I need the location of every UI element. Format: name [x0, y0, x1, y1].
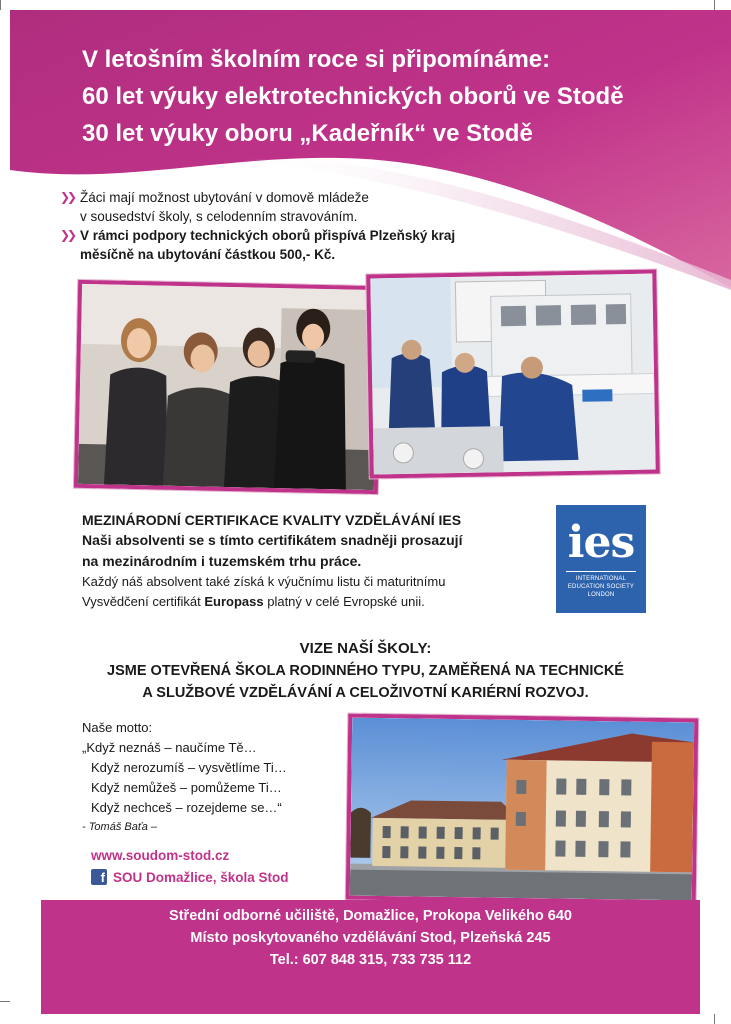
footer-phone: Tel.: 607 848 315, 733 735 112 — [269, 952, 472, 968]
footer-contact-bar — [41, 900, 700, 1014]
motto-author: - Tomáš Baťa – — [82, 821, 158, 833]
certification-text-line-1: Každý náš absolvent také získá k výučnímu listu či maturitnímu — [82, 574, 446, 589]
bullet-1-line-2: v sousedství školy, s celodenním stravováním. — [80, 209, 358, 224]
footer-line-2: Místo poskytovaného vzdělávání Stod, Plzeňská 245 — [190, 930, 551, 946]
ies-line-3: LONDON — [587, 592, 615, 598]
motto-line: „Když neznáš – naučíme Tě… — [82, 740, 257, 755]
certification-text-line-2: Vysvědčení certifikát Europass platný v celé Evropské unii. — [82, 594, 425, 609]
vision-section — [40, 638, 691, 704]
photo-school-building — [346, 714, 699, 905]
motto-line: Když nerozumíš – vysvětlíme Ti… — [91, 760, 287, 775]
bullet-2-line-1: V rámci podpory technických oborů přispívá Plzeňský kraj — [80, 228, 456, 243]
header-title — [82, 41, 624, 152]
certification-bold-line-1: Naši absolventi se s tímto certifikátem snadněji prosazují — [82, 532, 463, 548]
photo-hairdressing-students — [74, 280, 382, 494]
certification-section — [82, 510, 547, 612]
website-link[interactable]: www.soudom-stod.cz — [91, 848, 230, 863]
crop-mark — [0, 0, 1, 10]
bullet-2-line-2: měsíčně na ubytování částkou 500,- Kč. — [80, 247, 336, 262]
motto-section — [82, 718, 287, 836]
motto-line: Když nemůžeš – pomůžeme Ti… — [91, 780, 282, 795]
facebook-label: SOU Domažlice, škola Stod — [113, 869, 289, 885]
double-chevron-icon: ❯❯ — [60, 190, 75, 204]
info-bullets — [60, 188, 490, 264]
certification-heading: MEZINÁRODNÍ CERTIFIKACE KVALITY VZDĚLÁVÁNÍ IES — [82, 512, 462, 528]
header-line-2: 60 let výuky elektrotechnických oborů ve Stodě — [82, 83, 624, 110]
ies-logo — [556, 505, 646, 613]
vision-title: VIZE NAŠÍ ŠKOLY: — [299, 640, 432, 657]
motto-line: Když nechceš – rozejdeme se…“ — [91, 800, 282, 815]
crop-mark — [0, 1001, 10, 1002]
motto-label: Naše motto: — [82, 720, 153, 735]
photo-electro-lab — [366, 269, 660, 478]
crop-mark — [714, 1014, 715, 1024]
header-line-3: 30 let výuky oboru „Kadeřník“ ve Stodě — [82, 120, 533, 147]
facebook-link[interactable] — [91, 869, 289, 885]
header-line-1: V letošním školním roce si připomínáme: — [82, 46, 551, 73]
ies-line-1: INTERNATIONAL — [575, 576, 627, 582]
ies-divider — [566, 571, 636, 572]
bullet-item — [60, 226, 490, 264]
crop-mark — [714, 0, 715, 10]
europass-label: Europass — [204, 594, 264, 609]
double-chevron-icon: ❯❯ — [60, 228, 75, 242]
ies-mark: ies — [567, 517, 635, 568]
facebook-icon: f — [91, 869, 107, 885]
ies-line-2: EDUCATION SOCIETY — [567, 584, 635, 590]
certification-bold-line-2: na mezinárodním i tuzemském trhu práce. — [82, 553, 362, 569]
vision-line-2: A SLUŽBOVÉ VZDĚLÁVÁNÍ A CELOŽIVOTNÍ KARIÉRNÍ ROZVOJ. — [142, 685, 589, 701]
footer-line-1: Střední odborné učiliště, Domažlice, Prokopa Velikého 640 — [169, 908, 572, 924]
vision-line-1: JSME OTEVŘENÁ ŠKOLA RODINNÉHO TYPU, ZAMĚŘENÁ NA TECHNICKÉ — [107, 663, 624, 679]
bullet-1-line-1: Žáci mají možnost ubytování v domově mládeže — [80, 190, 369, 205]
bullet-item — [60, 188, 490, 226]
